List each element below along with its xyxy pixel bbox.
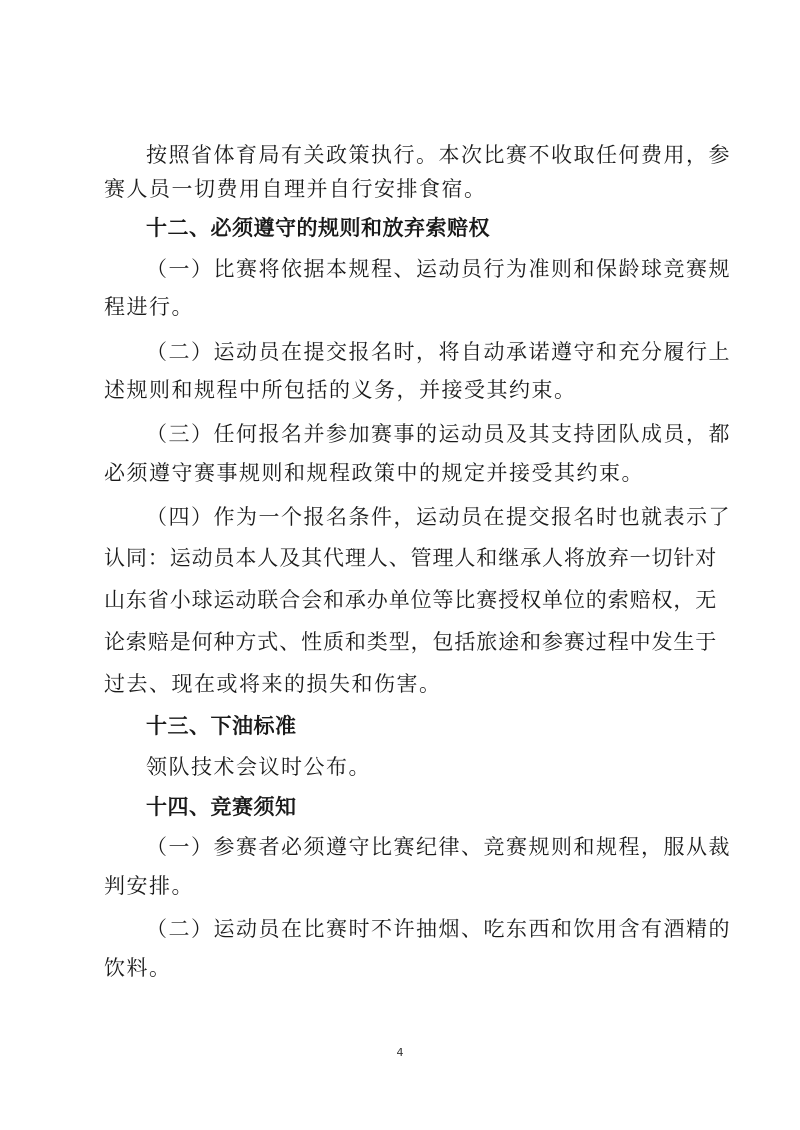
paragraph-line: 判安排。 [104,874,194,898]
paragraph-line: 赛人员一切费用自理并自行安排食宿。 [104,177,487,201]
paragraph-line: 领队技术会议时公布。 [146,755,371,779]
paragraph-line: （四）作为一个报名条件，运动员在提交报名时也就表示了 [146,505,731,529]
paragraph-line: 论索赔是何种方式、性质和类型，包括旅途和参赛过程中发生于 [104,630,718,654]
section-heading-13: 十三、下油标准 [146,714,297,738]
paragraph-line: （二）运动员在比赛时不许抽烟、吃东西和饮用含有酒精的 [146,917,731,941]
paragraph-line: 按 照 省 体 育 局 有 关 政 策 执 行 。 本 次 比 赛 不 收 取 任 何 费 用 ， 参 [146,143,731,167]
section-heading-14: 十四、竞赛须知 [146,795,297,819]
paragraph-line: 程进行。 [104,295,194,319]
page-number: 4 [396,1046,404,1059]
paragraph-line: 饮料。 [104,956,172,980]
paragraph-line: 山东省小球运动联合会和承办单位等比赛授权单位的索赔权，无 [104,588,718,612]
paragraph-line: 认同：运动员本人及其代理人、管理人和继承人将放弃一切针对 [104,546,718,570]
paragraph-line: 必须遵守赛事规则和规程政策中的规定并接受其约束。 [104,461,644,485]
section-heading-12: 十二、必须遵守的规则和放弃索赔权 [146,216,490,240]
paragraph-line: （二）运动员在提交报名时，将自动承诺遵守和充分履行上 [146,340,731,364]
paragraph-line: 述规则和规程中所包括的义务，并接受其约束。 [104,378,577,402]
paragraph-line: （一）比赛将依据本规程、运动员行为准则和保龄球竞赛规 [146,257,731,281]
paragraph-line: （一）参赛者必须遵守比赛纪律、竞赛规则和规程，服从裁 [146,835,731,859]
paragraph-line: 过去、现在或将来的损失和伤害。 [104,672,442,696]
paragraph-line: （三）任何报名并参加赛事的运动员及其支持团队成员，都 [146,422,731,446]
